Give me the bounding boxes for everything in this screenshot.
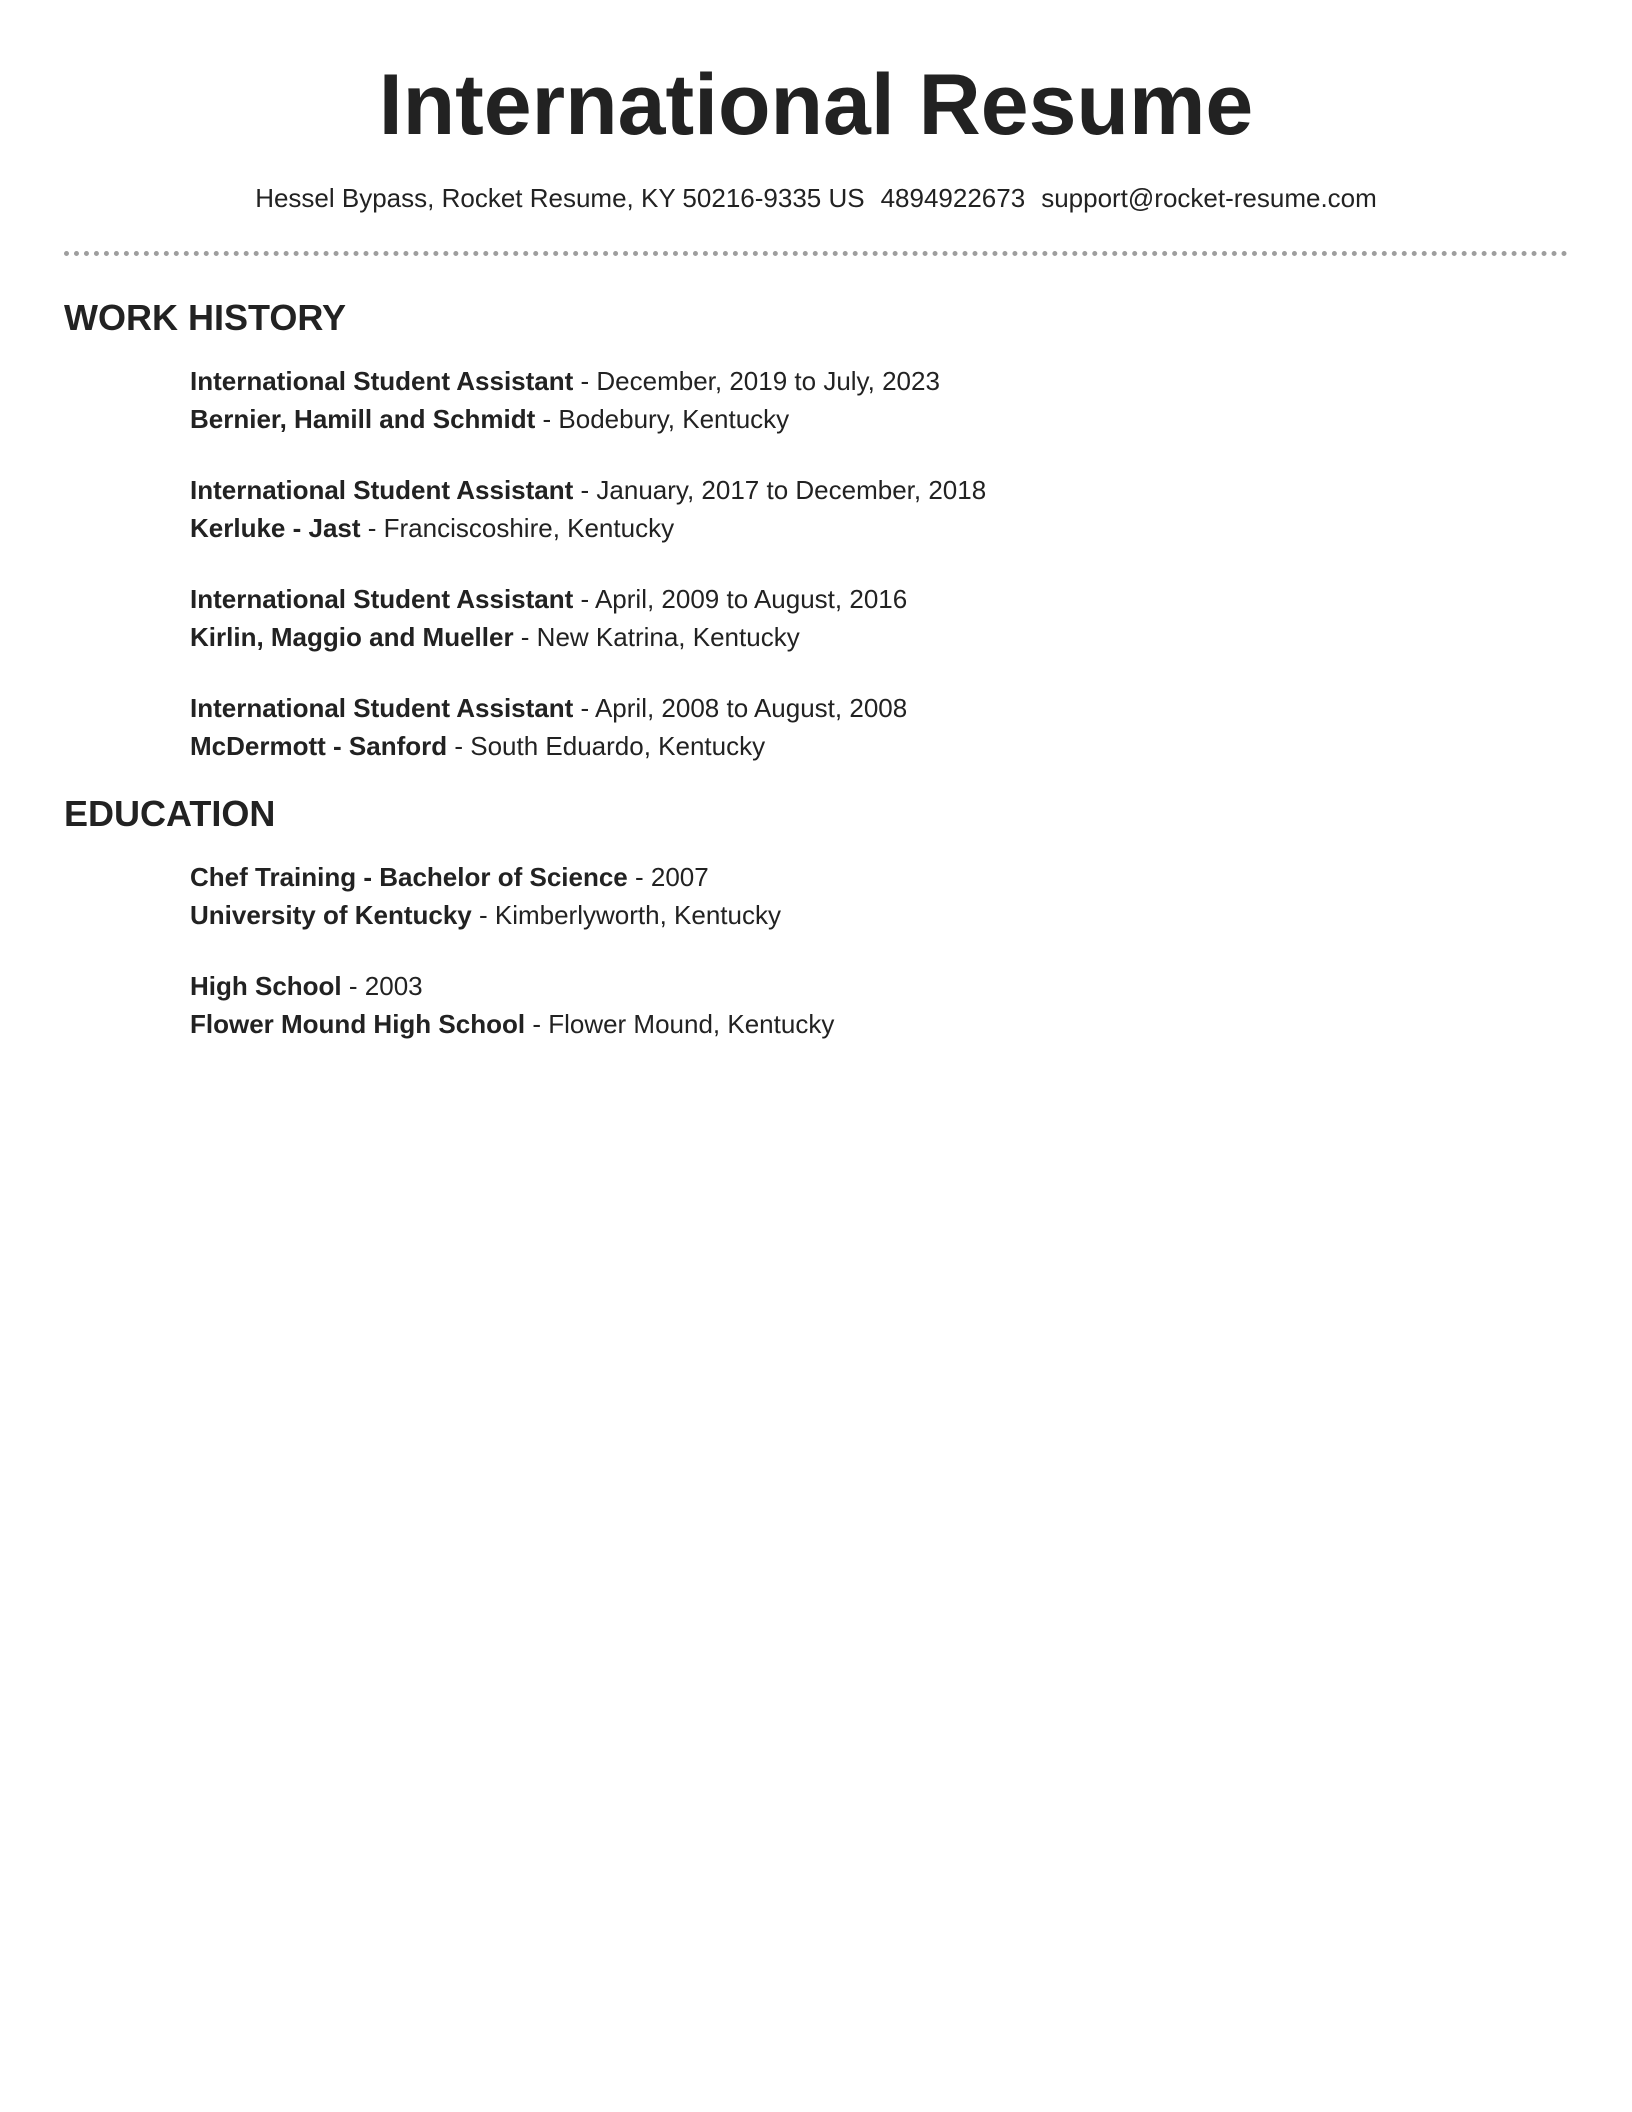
education-entry (190, 858, 1490, 934)
company-name: Kerluke - Jast (190, 513, 361, 543)
education-entry-degree-line (190, 967, 1490, 1005)
school-name: University of Kentucky (190, 900, 472, 930)
work-history-heading: WORK HISTORY (64, 297, 347, 338)
work-entry (190, 689, 1490, 765)
job-title: International Student Assistant (190, 693, 574, 723)
company-name: Kirlin, Maggio and Mueller (190, 622, 514, 652)
contact-phone: 4894922673 (880, 183, 1026, 213)
job-title: International Student Assistant (190, 475, 574, 505)
education-entry (190, 967, 1490, 1043)
job-dates: - April, 2008 to August, 2008 (573, 693, 908, 723)
work-entry-company-line (190, 727, 1490, 765)
degree-name: High School (190, 971, 342, 1001)
degree-name: Chef Training - Bachelor of Science (190, 862, 628, 892)
job-dates: - January, 2017 to December, 2018 (573, 475, 987, 505)
contact-address: Hessel Bypass, Rocket Resume, KY 50216-9335 US (255, 183, 865, 213)
job-title: International Student Assistant (190, 366, 574, 396)
work-entry (190, 471, 1490, 547)
work-entry-company-line (190, 618, 1490, 656)
contact-line (0, 180, 1632, 216)
graduation-year: - 2003 (341, 971, 423, 1001)
company-location: - New Katrina, Kentucky (513, 622, 800, 652)
contact-email: support@rocket-resume.com (1041, 183, 1377, 213)
school-name: Flower Mound High School (190, 1009, 526, 1039)
education-entry-degree-line (190, 858, 1490, 896)
work-entry (190, 580, 1490, 656)
work-entry-company-line (190, 400, 1490, 438)
education-entry-school-line (190, 896, 1490, 934)
school-location: - Flower Mound, Kentucky (525, 1009, 835, 1039)
work-entry-title-line (190, 580, 1490, 618)
school-location: - Kimberlyworth, Kentucky (471, 900, 781, 930)
work-entry-company-line (190, 509, 1490, 547)
work-entry (190, 362, 1490, 438)
education-entry-school-line (190, 1005, 1490, 1043)
job-dates: - April, 2009 to August, 2016 (573, 584, 908, 614)
work-entry-title-line (190, 689, 1490, 727)
header-divider (64, 251, 1568, 256)
company-name: McDermott - Sanford (190, 731, 448, 761)
work-entry-title-line (190, 362, 1490, 400)
work-entry-title-line (190, 471, 1490, 509)
company-location: - Franciscoshire, Kentucky (360, 513, 675, 543)
job-title: International Student Assistant (190, 584, 574, 614)
company-name: Bernier, Hamill and Schmidt (190, 404, 536, 434)
education-heading: EDUCATION (64, 793, 276, 834)
company-location: - South Eduardo, Kentucky (447, 731, 766, 761)
job-dates: - December, 2019 to July, 2023 (573, 366, 940, 396)
resume-title: International Resume (378, 57, 1254, 153)
graduation-year: - 2007 (627, 862, 709, 892)
company-location: - Bodebury, Kentucky (535, 404, 790, 434)
